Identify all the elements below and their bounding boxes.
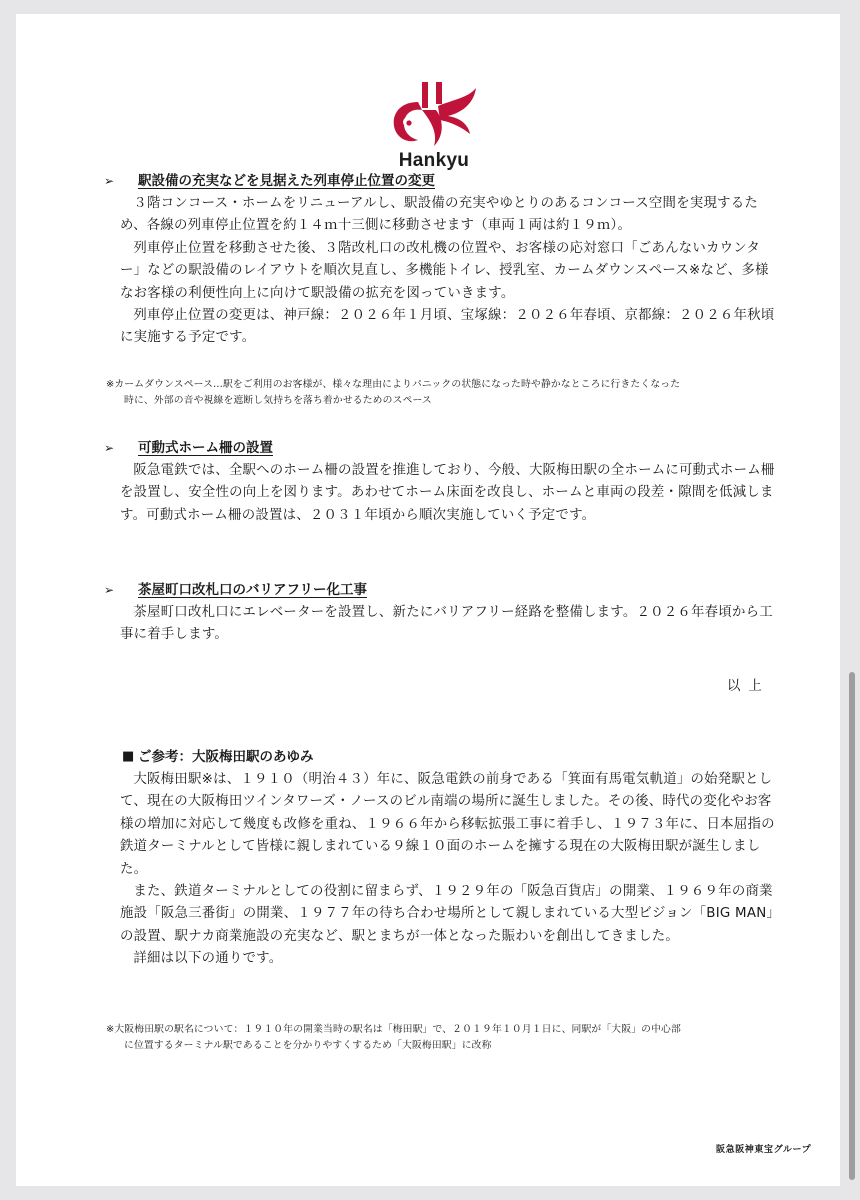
- paragraph: ３階コンコース・ホームをリニューアルし、駅設備の充実やゆとりのあるコンコース空間を実現するため、各線の列車停止位置を約１４ｍ十三側に移動させます（車両１両は約１９ｍ）。: [120, 196, 759, 234]
- bullet-arrow-icon: ➢: [104, 583, 115, 597]
- section-heading-platform-doors: 可動式ホーム柵の設置: [138, 440, 273, 456]
- footnote-calm-down-space: ※カームダウンスペース…駅をご利用のお客様が、様々な理由によりパニックの状態になった時や静かなところに行きたくなった 時に、外部の音や視線を遮断し気持ちを落ち着かせるためのスペース: [106, 379, 681, 406]
- paragraph: 茶屋町口改札口にエレベーターを設置し、新たにバリアフリー経路を整備します。２０２６年春頃から工事に着手します。: [120, 605, 773, 643]
- reference-body: [120, 769, 775, 971]
- closing-mark: 以上: [727, 679, 770, 694]
- paragraph: 詳細は以下の通りです。: [133, 951, 283, 967]
- group-logo-text: 阪急阪神東宝グループ: [716, 1145, 812, 1155]
- section-body-barrier-free: [120, 602, 775, 647]
- section-body-platform-doors: [120, 460, 775, 527]
- footnote-station-name: ※大阪梅田駅の駅名について：１９１０年の開業当時の駅名は「梅田駅」で、２０１９年１０月１日に、同駅が「大阪」の中心部 に位置するターミナル駅であることを分かりやすくするため「大阪梅田駅」に改称: [106, 1024, 681, 1051]
- paragraph: 大阪梅田駅※は、１９１０（明治４３）年に、阪急電鉄の前身である「箕面有馬電気軌道」の始発駅として、現在の大阪梅田ツインタワーズ・ノースのビル南端の場所に誕生しました。その後、時代の変化やお客様の増加に対応して幾度も改修を重ね、１９６６年から移転拡張工事に着手し、１９７３年に、日本屈指の鉄道ターミナルとして皆様に親しまれている９線１０面のホームを擁する現在の大阪梅田駅が誕生しました。: [120, 772, 775, 877]
- square-bullet-icon: ■: [122, 749, 135, 764]
- hankyu-logo-text: Hankyu: [398, 150, 470, 171]
- hankyu-logo: [388, 80, 480, 176]
- bullet-arrow-icon: ➢: [104, 174, 115, 188]
- hankyu-emblem-icon: [388, 80, 480, 152]
- reference-heading: ご参考：大阪梅田駅のあゆみ: [138, 749, 314, 765]
- section-heading-stop-position: 駅設備の充実などを見据えた列車停止位置の変更: [138, 173, 435, 189]
- vertical-scrollbar[interactable]: [849, 672, 855, 1180]
- paragraph: 阪急電鉄では、全駅へのホーム柵の設置を推進しており、今般、大阪梅田駅の全ホームに可動式ホーム柵を設置し、安全性の向上を図ります。あわせてホーム床面を改良し、ホームと車両の段差・隙間を低減します。可動式ホーム柵の設置は、２０３１年頃から順次実施していく予定です。: [120, 463, 775, 523]
- bullet-arrow-icon: ➢: [104, 441, 115, 455]
- section-heading-barrier-free: 茶屋町口改札口のバリアフリー化工事: [138, 582, 367, 598]
- paragraph: 列車停止位置を移動させた後、３階改札口の改札機の位置や、お客様の応対窓口「ごあんないカウンター」などの駅設備のレイアウトを順次見直し、多機能トイレ、授乳室、カームダウンスペース※など、多様なお客様の利便性向上に向けて駅設備の拡充を図っていきます。: [120, 240, 769, 301]
- section-body-stop-position: [120, 193, 775, 350]
- paragraph: 列車停止位置の変更は、神戸線：２０２６年１月頃、宝塚線：２０２６年春頃、京都線：２０２６年秋頃に実施する予定です。: [120, 308, 775, 346]
- paragraph: また、鉄道ターミナルとしての役割に留まらず、１９２９年の「阪急百貨店」の開業、１９６９年の商業施設「阪急三番街」の開業、１９７７年の待ち合わせ場所として親しまれている大型ビジョン「BIG MAN」の設置、駅ナカ商業施設の充実など、駅とまちが一体となった賑わいを創出してきました。: [120, 884, 774, 944]
- document-page: [16, 14, 840, 1186]
